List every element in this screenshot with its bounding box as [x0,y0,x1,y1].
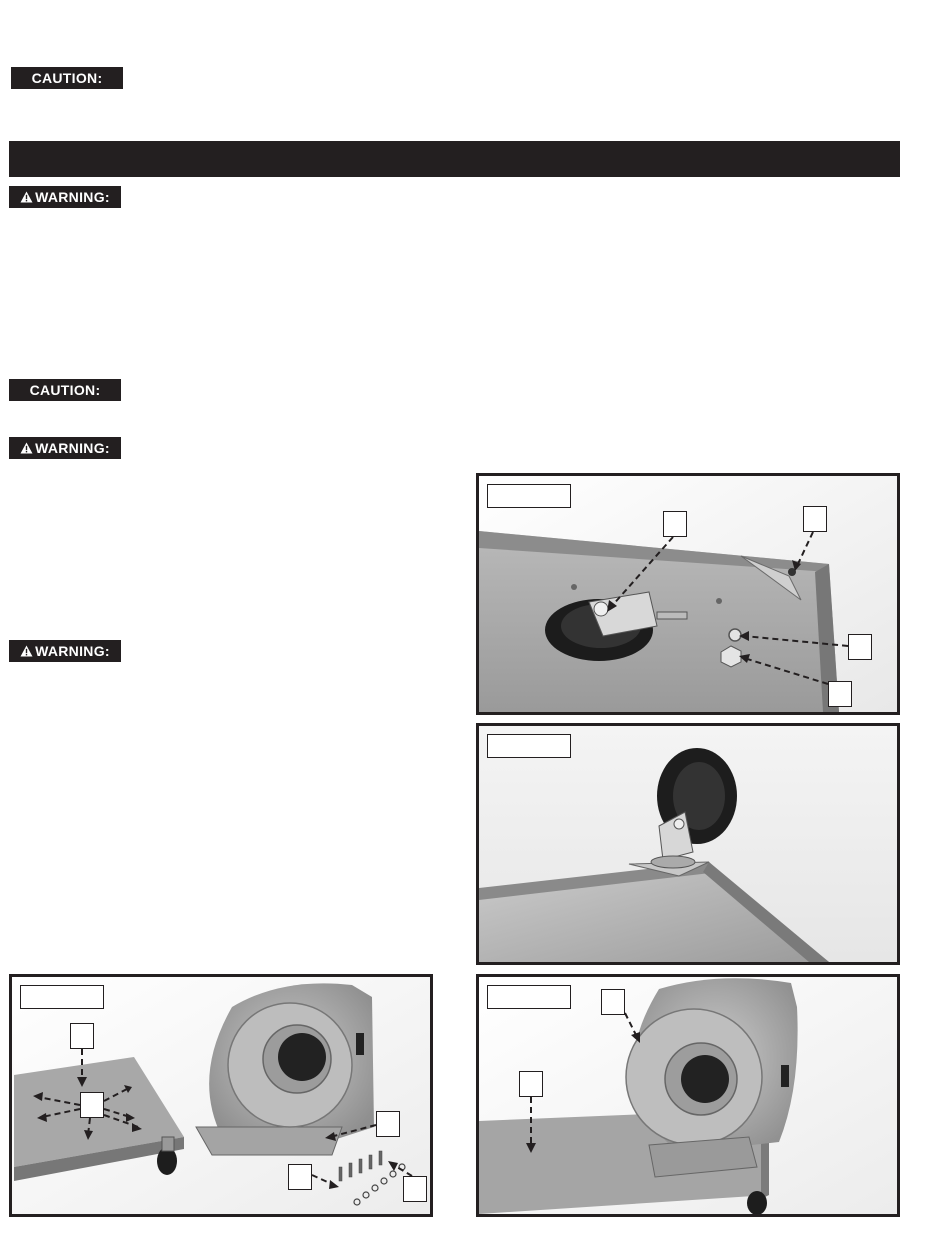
callout-box [803,506,827,532]
warning-badge [9,186,121,208]
figure-blower-hardware [9,974,433,1217]
warning-label: WARNING: [35,440,110,456]
callout-box [70,1023,94,1049]
callout-box [663,511,687,537]
warning-triangle-icon [20,645,33,657]
warning-triangle-icon [20,442,33,454]
caster-installed-photo [479,726,897,962]
callout-box [80,1092,104,1118]
callout-box [288,1164,312,1190]
caution-badge [11,67,123,89]
callout-box [828,681,852,707]
blower-hardware-photo [12,977,430,1214]
section-header-bar [9,141,900,177]
caution-badge [9,379,121,401]
caution-label: CAUTION: [29,382,101,398]
warning-triangle-icon [20,191,33,203]
warning-label: WARNING: [35,643,110,659]
figure-label [487,484,571,508]
callout-box [376,1111,400,1137]
figure-label [20,985,104,1009]
figure-blower-mounted [476,974,900,1217]
callout-box [848,634,872,660]
callout-box [519,1071,543,1097]
figure-label [487,734,571,758]
callout-box [403,1176,427,1202]
warning-label: WARNING: [35,189,110,205]
callout-box [601,989,625,1015]
figure-label [487,985,571,1009]
figure-caster-mounting [476,473,900,715]
caution-label: CAUTION: [31,70,103,86]
warning-badge [9,437,121,459]
warning-badge [9,640,121,662]
figure-caster-installed [476,723,900,965]
caster-mounting-photo [479,476,897,712]
